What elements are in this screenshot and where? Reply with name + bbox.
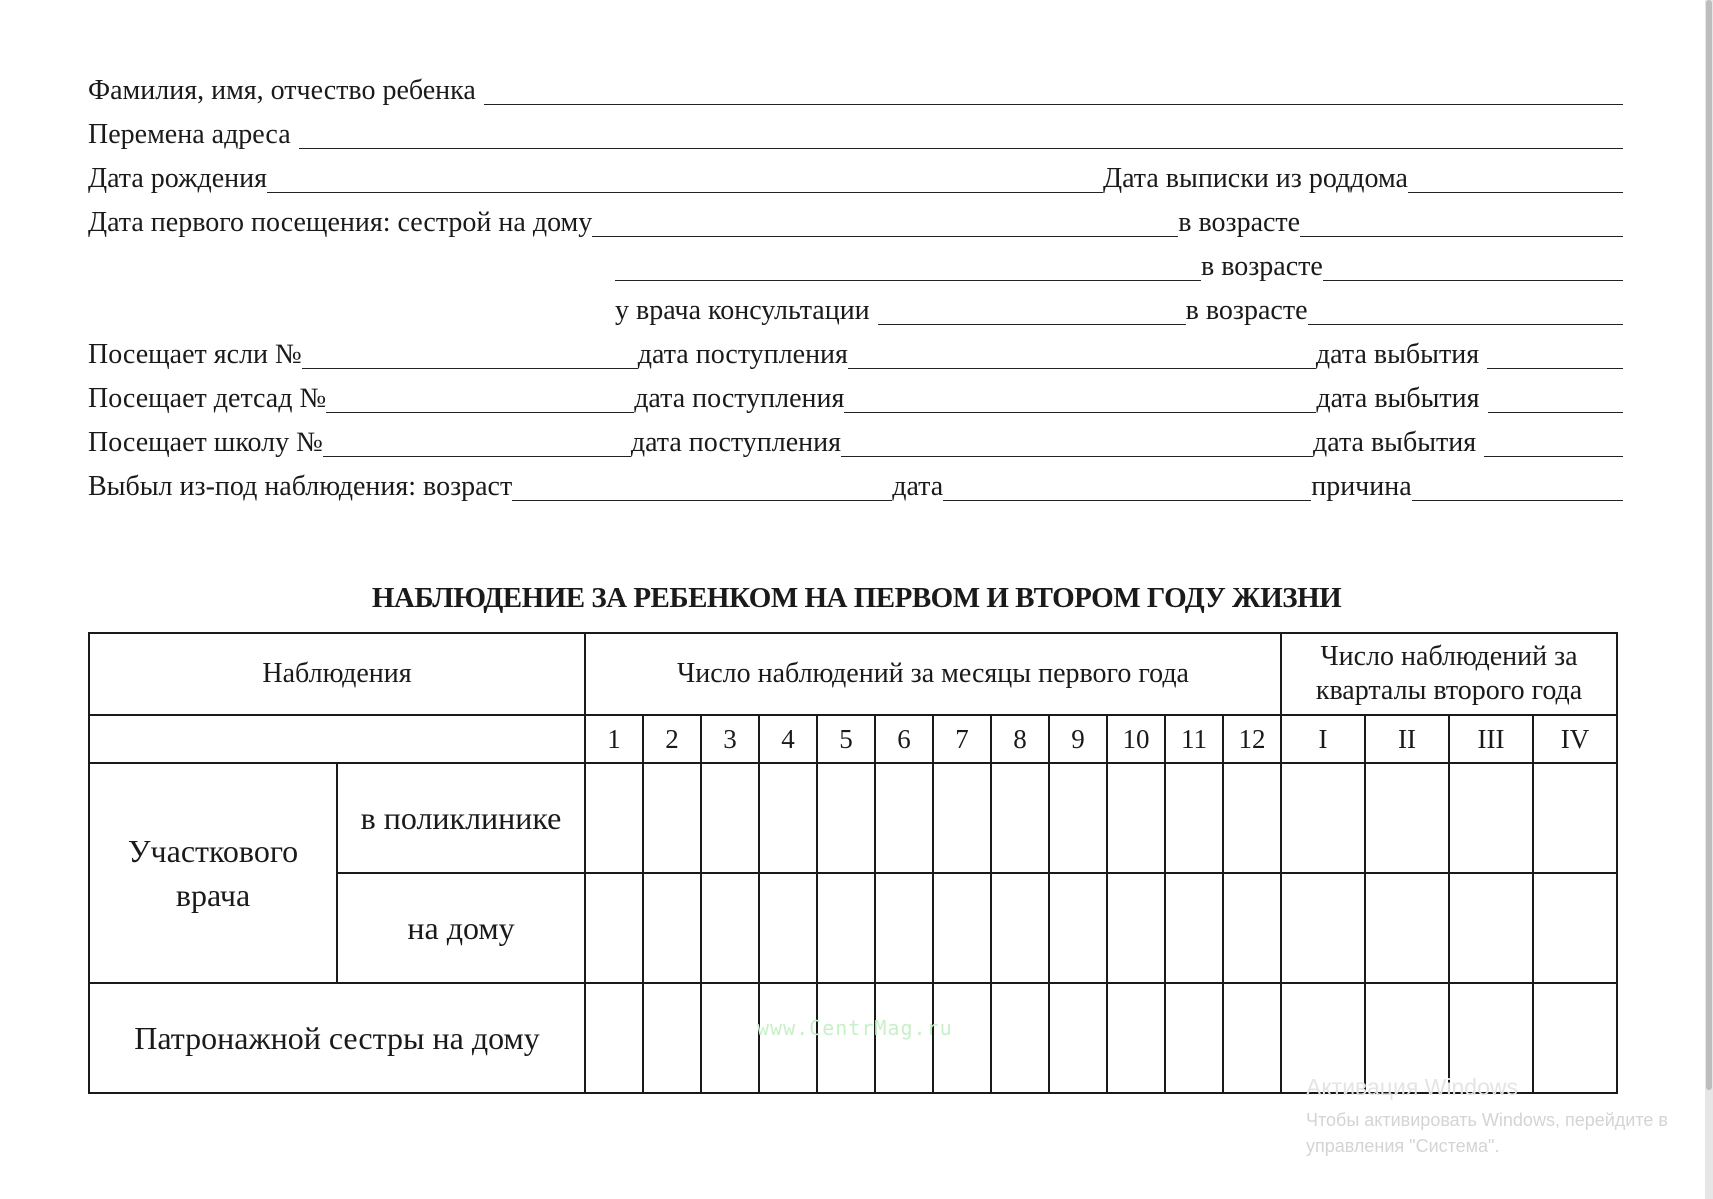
address-line (88, 116, 1623, 154)
nursery-admission-label: дата поступления (637, 339, 848, 370)
school-label: Посещает школу № (88, 427, 323, 458)
data-cell[interactable] (1165, 763, 1223, 873)
quarter-header: I (1281, 715, 1365, 763)
school-number-field[interactable] (323, 455, 631, 457)
quarter-header: III (1449, 715, 1533, 763)
data-cell[interactable] (1281, 763, 1365, 873)
first-visit-line (88, 204, 1623, 242)
observations-header: Наблюдения (89, 633, 585, 715)
windows-activation-line-2: управления "Система". (1306, 1136, 1500, 1156)
age-field-1[interactable] (1300, 235, 1623, 237)
nursery-leaving-label: дата выбытия (1315, 339, 1480, 370)
data-cell[interactable] (643, 873, 701, 983)
month-header: 3 (701, 715, 759, 763)
data-cell[interactable] (1533, 983, 1617, 1093)
birth-label: Дата рождения (88, 163, 267, 194)
at-clinic-label: в поликлинике (337, 763, 585, 873)
nurse-row-label: Патронажной сестры на дому (89, 983, 585, 1093)
second-visit-line (88, 248, 1623, 286)
scrollbar-thumb[interactable] (1706, 0, 1712, 1090)
data-cell[interactable] (1223, 873, 1281, 983)
kindergarten-leaving-field[interactable] (1488, 411, 1623, 413)
month-header: 7 (933, 715, 991, 763)
doctor-label: у врача консультации (615, 295, 870, 326)
fio-label: Фамилия, имя, отчество ребенка (88, 75, 476, 106)
age-label-3: в возрасте (1185, 295, 1308, 326)
data-cell[interactable] (759, 763, 817, 873)
kindergarten-label: Посещает детсад № (88, 383, 327, 414)
data-cell[interactable] (585, 873, 643, 983)
doctor-group-label: Участкового врача (89, 763, 337, 983)
school-admission-field[interactable] (841, 455, 1313, 457)
dropped-label: Выбыл из-под наблюдения: возраст (88, 471, 513, 502)
data-cell[interactable] (933, 763, 991, 873)
month-header: 12 (1223, 715, 1281, 763)
first-visit-label: Дата первого посещения: сестрой на дому (88, 207, 593, 238)
month-header: 2 (643, 715, 701, 763)
data-cell[interactable] (875, 763, 933, 873)
dropped-date-label: дата (892, 471, 944, 502)
kindergarten-number-field[interactable] (326, 411, 634, 413)
month-header: 5 (817, 715, 875, 763)
data-cell[interactable] (1165, 873, 1223, 983)
data-cell[interactable] (1365, 873, 1449, 983)
month-header: 11 (1165, 715, 1223, 763)
data-cell[interactable] (585, 763, 643, 873)
dropped-date-field[interactable] (943, 499, 1311, 501)
data-cell[interactable] (1165, 983, 1223, 1093)
doctor-visit-line (88, 292, 1623, 330)
nursery-line (88, 336, 1623, 374)
data-cell[interactable] (1049, 983, 1107, 1093)
kindergarten-admission-field[interactable] (844, 411, 1316, 413)
data-cell[interactable] (701, 873, 759, 983)
month-header: 1 (585, 715, 643, 763)
data-cell[interactable] (701, 983, 759, 1093)
school-leaving-field[interactable] (1484, 455, 1623, 457)
quarter-header: IV (1533, 715, 1617, 763)
doctor-visit-field[interactable] (878, 323, 1186, 325)
fio-field[interactable] (484, 103, 1623, 105)
data-cell[interactable] (817, 873, 875, 983)
data-cell[interactable] (701, 763, 759, 873)
school-line (88, 424, 1623, 462)
age-field-3[interactable] (1308, 323, 1623, 325)
data-cell[interactable] (991, 763, 1049, 873)
school-leaving-label: дата выбытия (1313, 427, 1477, 458)
windows-activation-text (1306, 1107, 1668, 1159)
data-cell[interactable] (1107, 983, 1165, 1093)
nursery-number-field[interactable] (302, 367, 638, 369)
kindergarten-line (88, 380, 1623, 418)
data-cell[interactable] (759, 873, 817, 983)
second-visit-field[interactable] (615, 279, 1201, 281)
discharge-date-field[interactable] (1408, 191, 1623, 193)
quarters-header: Число наблюдений за кварталы второго года (1281, 633, 1617, 715)
blank-header-cell (89, 715, 585, 763)
birth-date-field[interactable] (267, 191, 1103, 193)
site-watermark: www.CentrMag.ru (757, 1016, 953, 1040)
months-header: Число наблюдений за месяцы первого года (585, 633, 1281, 715)
dropped-age-field[interactable] (512, 499, 892, 501)
kindergarten-leaving-label: дата выбытия (1316, 383, 1480, 414)
age-label-2: в возрасте (1201, 251, 1323, 282)
data-cell[interactable] (817, 763, 875, 873)
month-header: 4 (759, 715, 817, 763)
data-cell[interactable] (1533, 763, 1617, 873)
birth-line (88, 160, 1623, 198)
age-field-2[interactable] (1323, 279, 1623, 281)
data-cell[interactable] (933, 873, 991, 983)
windows-activation-line-1: Чтобы активировать Windows, перейдите в (1306, 1110, 1668, 1130)
month-header: 10 (1107, 715, 1165, 763)
windows-activation-title: Активация Windows (1306, 1074, 1518, 1100)
month-header: 9 (1049, 715, 1107, 763)
data-cell[interactable] (991, 983, 1049, 1093)
month-header: 8 (991, 715, 1049, 763)
address-field[interactable] (299, 147, 1623, 149)
nursery-leaving-field[interactable] (1487, 367, 1623, 369)
quarter-header: II (1365, 715, 1449, 763)
data-cell[interactable] (643, 983, 701, 1093)
kindergarten-admission-label: дата поступления (634, 383, 845, 414)
data-cell[interactable] (1449, 873, 1533, 983)
data-cell[interactable] (991, 873, 1049, 983)
fio-line (88, 72, 1623, 110)
at-home-label: на дому (337, 873, 585, 983)
nursery-label: Посещает ясли № (88, 339, 302, 370)
dropped-reason-label: причина (1311, 471, 1412, 502)
month-header: 6 (875, 715, 933, 763)
data-cell[interactable] (643, 763, 701, 873)
data-cell[interactable] (1107, 763, 1165, 873)
address-label: Перемена адреса (88, 119, 291, 150)
dropped-reason-field[interactable] (1412, 499, 1623, 501)
section-title: НАБЛЮДЕНИЕ ЗА РЕБЕНКОМ НА ПЕРВОМ И ВТОРОМ ГОДУ ЖИЗНИ (371, 582, 1342, 614)
age-label-1: в возрасте (1178, 207, 1301, 238)
data-cell[interactable] (1223, 763, 1281, 873)
dropped-line (88, 468, 1623, 506)
first-visit-nurse-field[interactable] (592, 235, 1178, 237)
discharge-label: Дата выписки из роддома (1102, 163, 1408, 194)
data-cell[interactable] (1049, 873, 1107, 983)
data-cell[interactable] (1281, 873, 1365, 983)
data-cell[interactable] (1223, 983, 1281, 1093)
data-cell[interactable] (1049, 763, 1107, 873)
data-cell[interactable] (1107, 873, 1165, 983)
school-admission-label: дата поступления (630, 427, 841, 458)
data-cell[interactable] (1533, 873, 1617, 983)
data-cell[interactable] (1365, 763, 1449, 873)
data-cell[interactable] (875, 873, 933, 983)
data-cell[interactable] (585, 983, 643, 1093)
data-cell[interactable] (1449, 763, 1533, 873)
nursery-admission-field[interactable] (848, 367, 1316, 369)
